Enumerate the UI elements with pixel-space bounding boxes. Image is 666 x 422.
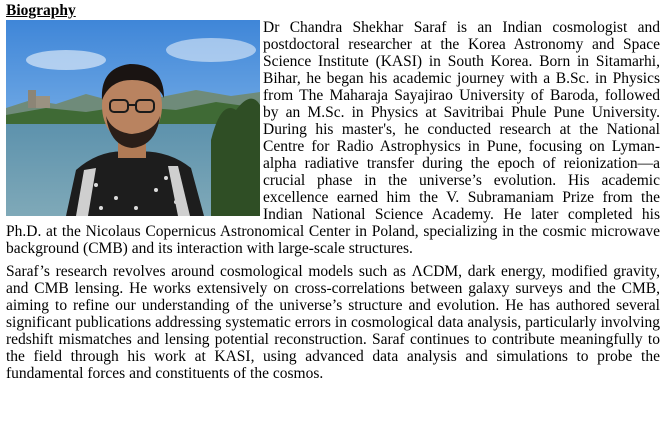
biography-paragraph-2: Saraf’s research revolves around cosmological models such as ΛCDM, dark energy, modified gravity, and CMB lensing. He works extensively on cross-correlations between galaxy surveys and the CMB, aiming to refine our understanding of the universe’s structure and evolution. He has authored several significant publications addressing systematic errors in cosmological data analysis, particularly involving redshift mismatches and lensing potential reconstruction. Saraf continues to contribute meaningfully to the field through his work at KASI, using advanced data analysis and simulations to probe the fundamental forces and constituents of the cosmos. [6,263,660,382]
section-heading: Biography [6,2,76,19]
portrait-photo [6,20,260,216]
biography-section [6,2,660,382]
biography-paragraph-1: Dr Chandra Shekhar Saraf is an Indian cosmologist and postdoctoral researcher at the Korea Astronomy and Space Science Institute (KASI) in South Korea. Born in Sitamarhi, Bihar, he began his academic journey with a B.Sc. in Physics from The Maharaja Sayajirao University of Baroda, followed by an M.Sc. in Physics at Savitribai Phule Pune University. During his master's, he conducted research at the National Centre for Radio Astrophysics in Pune, focusing on Lyman-alpha radiative transfer during the epoch of reionization—a crucial phase in the universe’s evolution. His academic excellence earned him the V. Subramaniam Prize from the Indian National Science Academy. He later completed his Ph.D. at the Nicolaus Copernicus Astronomical Center in Poland, specializing in the cosmic microwave background (CMB) and its interaction with large-scale structures. [6,19,660,257]
